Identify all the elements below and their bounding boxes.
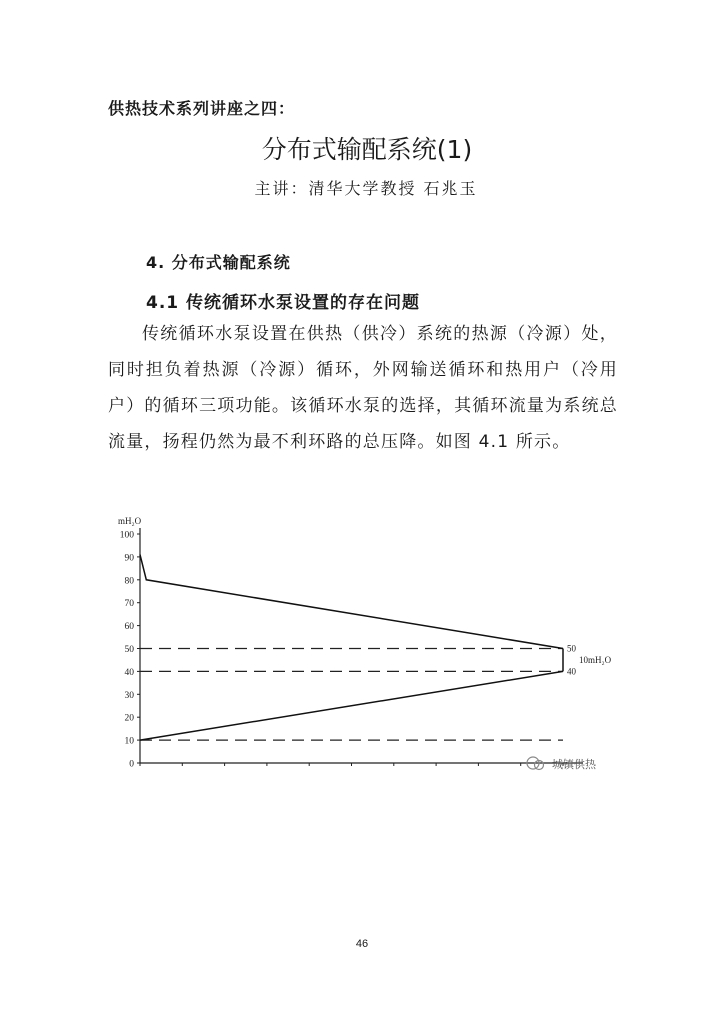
y-tick-label: 80 [124, 576, 134, 587]
series-line-return [140, 671, 563, 740]
y-tick-label: 90 [124, 553, 134, 564]
y-tick-label: 50 [124, 645, 134, 655]
y-tick-label: 70 [124, 599, 134, 610]
series-line-supply [140, 555, 563, 649]
annotation-end-bottom: 40 [567, 666, 576, 677]
lecturer-line: 主讲：清华大学教授 石兆玉 [254, 179, 478, 198]
subsection-heading: 4.1 传统循环水泵设置的存在问题 [146, 293, 421, 313]
y-tick-label: 10 [124, 736, 134, 747]
y-axis-unit-label: mH₂O [118, 516, 142, 526]
y-tick-label: 60 [124, 622, 134, 633]
page-number: 46 [355, 938, 369, 950]
annotation-head-diff: 10mH₂O [579, 654, 612, 665]
watermark-text: 城镇供热 [552, 759, 596, 771]
pressure-chart [108, 510, 628, 780]
main-title: 分布式输配系统(1) [261, 135, 473, 164]
y-tick-label: 100 [119, 530, 134, 541]
body-paragraph: 传统循环水泵设置在供热（供冷）系统的热源（冷源）处，同时担负着热源（冷源）循环，外网输送循环和热用户（冷用户）的循环三项功能。该循环水泵的选择，其循环流量为系统总流量，扬程仍然为最不利环路的总压降。如图 4.1 所示。 [108, 324, 618, 452]
y-tick-label: 20 [124, 713, 134, 724]
figure-4-1 [108, 510, 628, 785]
watermark [527, 757, 597, 771]
y-tick-label: 30 [124, 690, 134, 701]
y-tick-label: 0 [129, 759, 134, 770]
series-title: 供热技术系列讲座之四： [108, 99, 296, 118]
y-tick-label: 40 [124, 667, 134, 678]
annotation-end-top: 50 [567, 643, 576, 654]
section-heading: 4. 分布式输配系统 [146, 253, 291, 272]
